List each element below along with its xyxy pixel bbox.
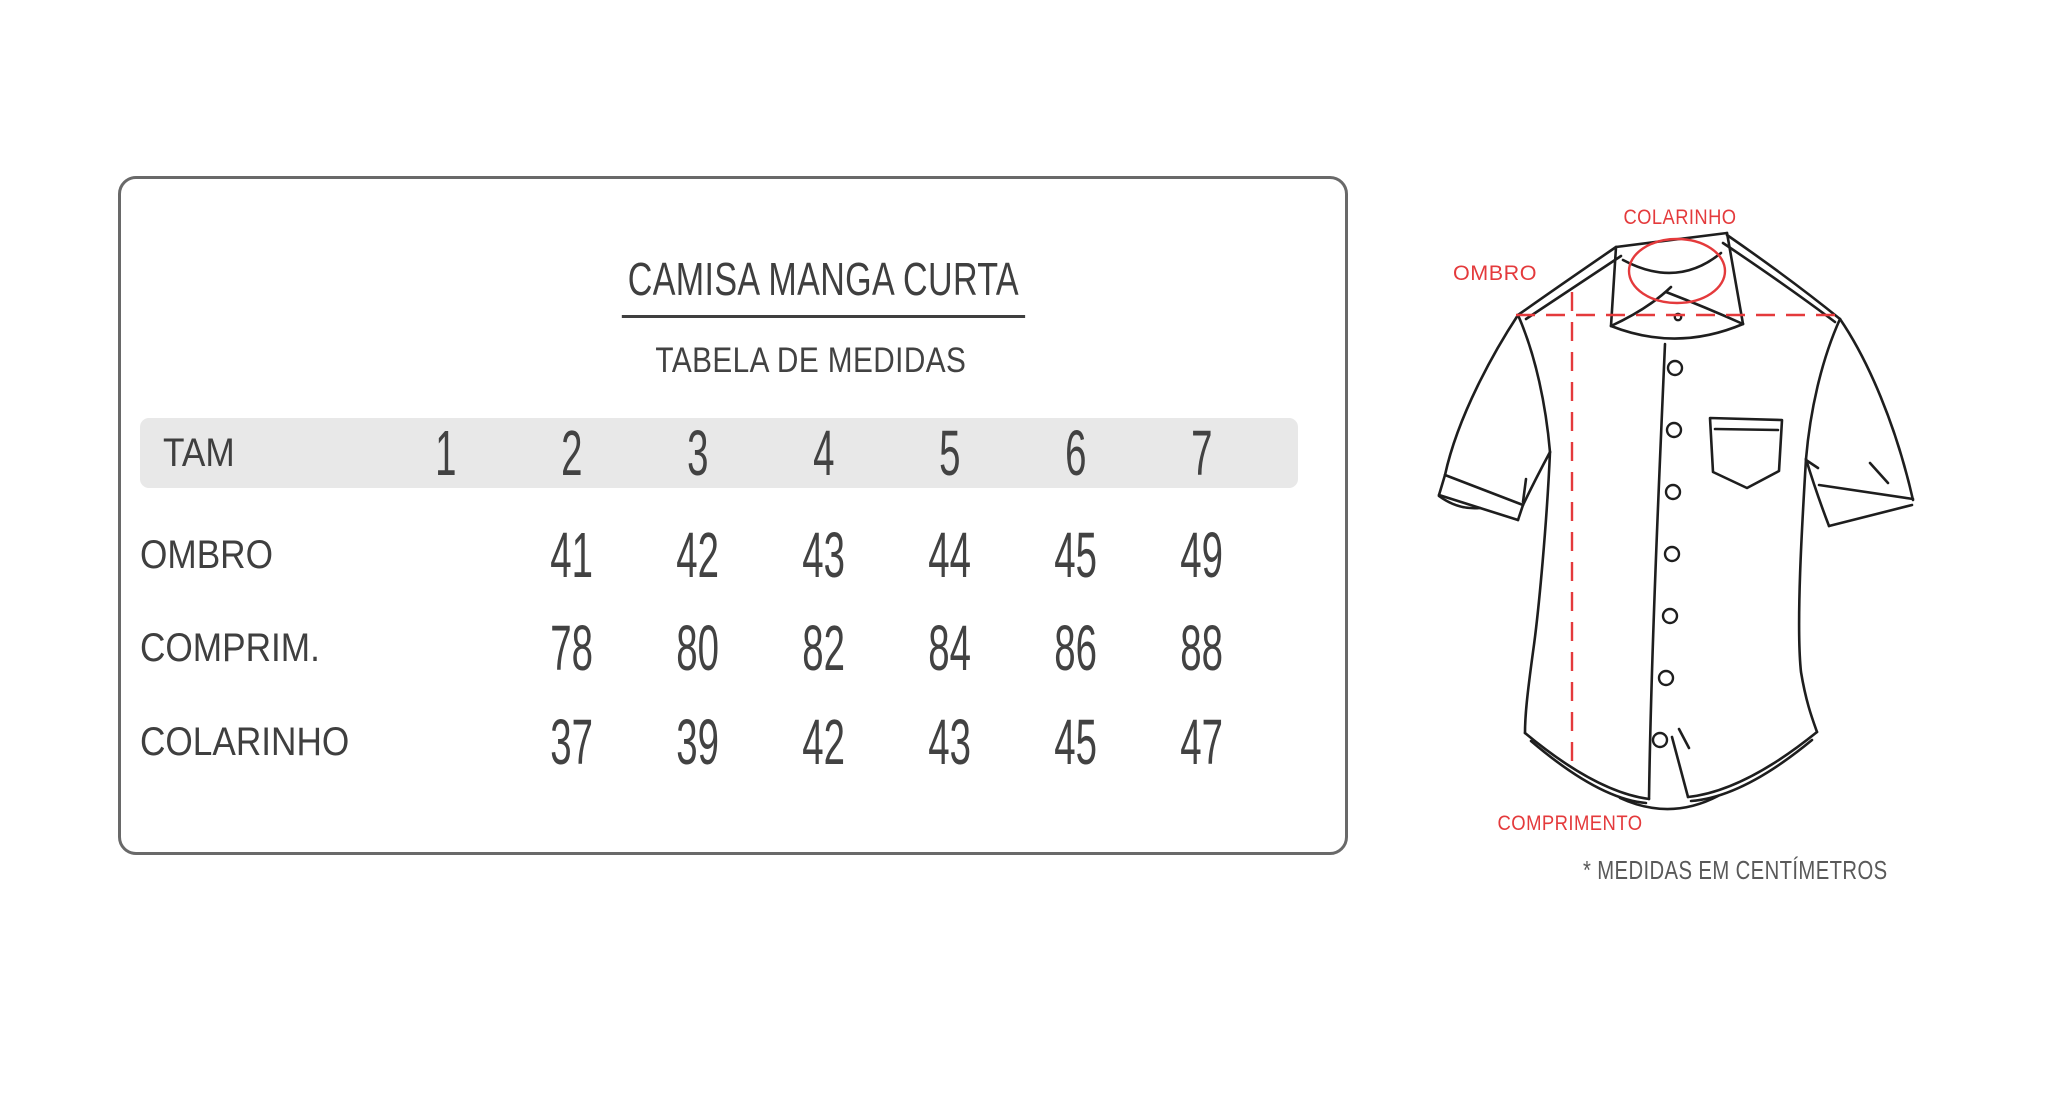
ombro-size-3: 42 xyxy=(676,519,720,591)
value-cell xyxy=(635,707,761,777)
shoulder-yoke xyxy=(1518,235,1840,322)
comprim-size-3: 80 xyxy=(676,612,720,684)
row-label-cell xyxy=(140,613,383,683)
collar-measure-ellipse xyxy=(1629,239,1725,303)
row-label-cell xyxy=(140,520,383,590)
table-row-colarinho xyxy=(140,707,1298,777)
value-cell xyxy=(635,613,761,683)
colarinho-size-2: 37 xyxy=(550,706,594,778)
left-sleeve xyxy=(1439,315,1550,520)
shirt-body xyxy=(1518,315,1840,809)
comprim-size-7: 88 xyxy=(1180,612,1224,684)
row-label-colarinho: COLARINHO xyxy=(140,720,350,764)
length-label: COMPRIMENTO xyxy=(1497,812,1643,835)
colarinho-size-3: 39 xyxy=(676,706,720,778)
colarinho-size-7: 47 xyxy=(1180,706,1224,778)
value-cell xyxy=(509,520,635,590)
value-cell xyxy=(1139,613,1265,683)
measurement-overlay xyxy=(1453,206,1838,835)
table-row-ombro xyxy=(140,520,1298,590)
header-cell-tam xyxy=(140,418,383,488)
value-cell xyxy=(509,707,635,777)
chest-pocket xyxy=(1710,418,1782,488)
value-cell xyxy=(887,613,1013,683)
size-chart-card xyxy=(118,176,1348,855)
right-sleeve xyxy=(1806,319,1913,526)
measurements-footnote: * MEDIDAS EM CENTÍMETROS xyxy=(1582,855,1888,885)
value-cell xyxy=(761,520,887,590)
ombro-size-4: 43 xyxy=(802,519,846,591)
ombro-size-5: 44 xyxy=(928,519,972,591)
value-cell xyxy=(1139,520,1265,590)
header-cell-size-3 xyxy=(635,418,761,488)
size-1-header: 1 xyxy=(435,417,457,489)
size-6-header: 6 xyxy=(1065,417,1087,489)
header-cell-size-1 xyxy=(383,418,509,488)
value-cell xyxy=(383,613,509,683)
header-cell-size-6 xyxy=(1013,418,1139,488)
value-cell xyxy=(635,520,761,590)
value-cell xyxy=(887,707,1013,777)
footnote-row xyxy=(1540,856,1900,885)
size-4-header: 4 xyxy=(813,417,835,489)
value-cell xyxy=(887,520,1013,590)
value-cell xyxy=(1013,707,1139,777)
colarinho-size-6: 45 xyxy=(1054,706,1098,778)
shoulder-label: OMBRO xyxy=(1453,262,1537,285)
size-2-header: 2 xyxy=(561,417,583,489)
page-title: CAMISA MANGA CURTA xyxy=(621,253,1024,318)
value-cell xyxy=(509,613,635,683)
size-3-header: 3 xyxy=(687,417,709,489)
ombro-size-2: 41 xyxy=(550,519,594,591)
header-cell-size-4 xyxy=(761,418,887,488)
header-cell-size-5 xyxy=(887,418,1013,488)
subtitle-row xyxy=(196,342,1426,381)
shirt-diagram xyxy=(1400,180,1940,850)
colarinho-size-5: 43 xyxy=(928,706,972,778)
table-row-comprim xyxy=(140,613,1298,683)
value-cell xyxy=(383,520,509,590)
comprim-size-5: 84 xyxy=(928,612,972,684)
comprim-size-6: 86 xyxy=(1054,612,1098,684)
row-label-ombro: OMBRO xyxy=(140,533,273,577)
size-7-header: 7 xyxy=(1191,417,1213,489)
table-header-row xyxy=(140,418,1298,488)
row-label-cell xyxy=(140,707,383,777)
collar-outline xyxy=(1611,233,1743,339)
value-cell xyxy=(761,707,887,777)
value-cell xyxy=(1013,613,1139,683)
placket-line xyxy=(1649,344,1665,799)
ombro-size-7: 49 xyxy=(1180,519,1224,591)
page-subtitle: TABELA DE MEDIDAS xyxy=(655,341,967,380)
comprim-size-2: 78 xyxy=(550,612,594,684)
colarinho-size-4: 42 xyxy=(802,706,846,778)
value-cell xyxy=(383,707,509,777)
collar-label: COLARINHO xyxy=(1623,206,1737,229)
value-cell xyxy=(761,613,887,683)
header-cell-size-7 xyxy=(1139,418,1265,488)
size-5-header: 5 xyxy=(939,417,961,489)
comprim-size-4: 82 xyxy=(802,612,846,684)
title-row xyxy=(208,253,1438,318)
ombro-size-6: 45 xyxy=(1054,519,1098,591)
value-cell xyxy=(1013,520,1139,590)
value-cell xyxy=(1139,707,1265,777)
column-header-tam: TAM xyxy=(163,431,235,475)
header-cell-size-2 xyxy=(509,418,635,488)
row-label-comprim: COMPRIM. xyxy=(140,626,320,670)
